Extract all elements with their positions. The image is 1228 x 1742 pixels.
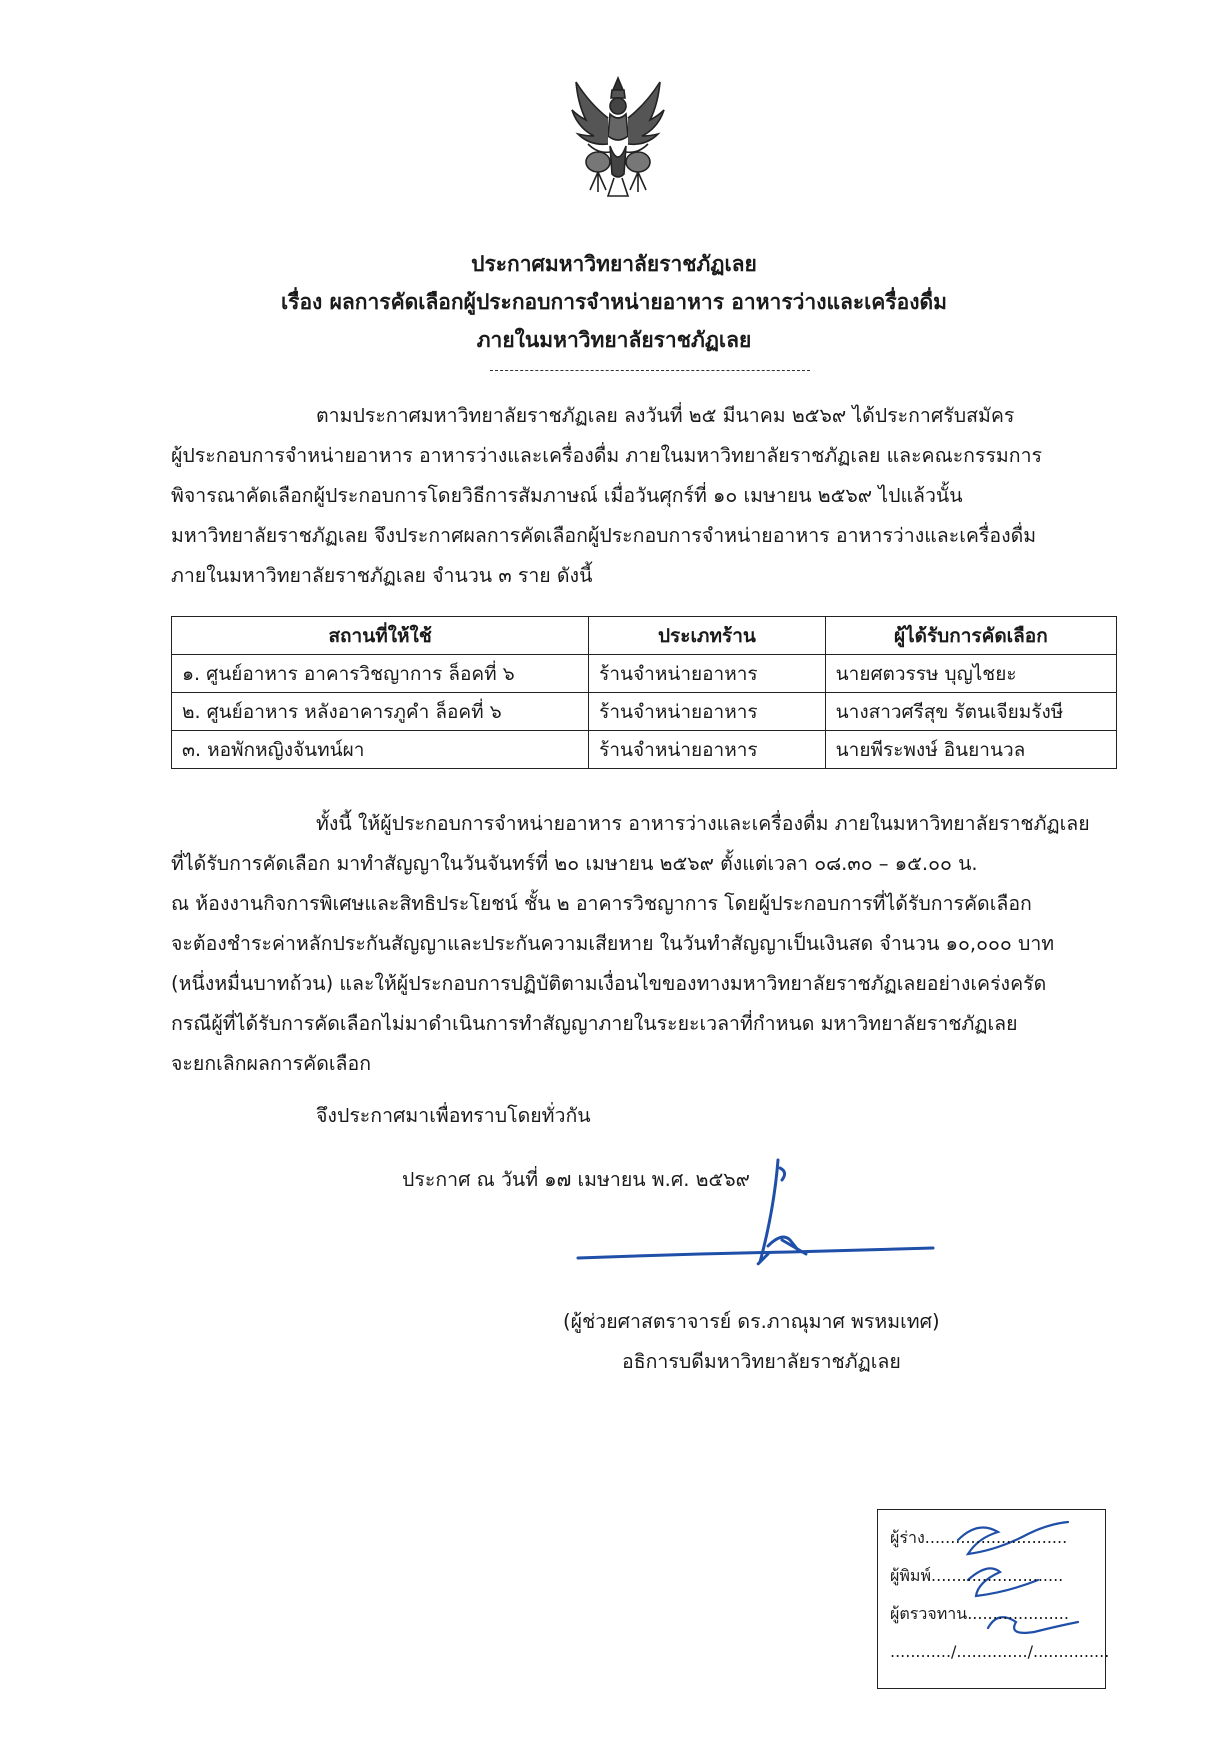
header-divider xyxy=(490,370,810,371)
selected-person-cell: นางสาวศรีสุข รัตนเจียมรังษี xyxy=(825,693,1116,731)
typist-label: ผู้พิมพ์ xyxy=(890,1566,932,1585)
terms-line: กรณีผู้ที่ได้รับการคัดเลือกไม่มาดำเนินการทำสัญญาภายในระยะเวลาที่กำหนด มหาวิทยาลัยราชภัฏเลย xyxy=(171,1012,1018,1035)
typist-dots: .......................... xyxy=(931,1566,1064,1585)
terms-line: ทั้งนี้ ให้ผู้ประกอบการจำหน่ายอาหาร อาหารว่างและเครื่องดื่ม ภายในมหาวิทยาลัยราชภัฏเลย xyxy=(316,812,1090,835)
location-cell: ๑. ศูนย์อาหาร อาคารวิชญาการ ล็อคที่ ๖ xyxy=(172,655,589,693)
signer-title: อธิการบดีมหาวิทยาลัยราชภัฏเลย xyxy=(622,1350,901,1373)
selected-person-cell: นายศตวรรษ บุญไชยะ xyxy=(825,655,1116,693)
checker-label: ผู้ตรวจทาน xyxy=(890,1604,968,1623)
drafter-dots: ............................ xyxy=(924,1528,1068,1547)
column-header-shop-type: ประเภทร้าน xyxy=(589,617,826,655)
shop-type-cell: ร้านจำหน่ายอาหาร xyxy=(589,655,826,693)
intro-line: ภายในมหาวิทยาลัยราชภัฏเลย จำนวน ๓ ราย ดังนี้ xyxy=(171,564,593,587)
drafter-label: ผู้ร่าง xyxy=(890,1528,925,1547)
shop-type-cell: ร้านจำหน่ายอาหาร xyxy=(589,693,826,731)
intro-line: ตามประกาศมหาวิทยาลัยราชภัฏเลย ลงวันที่ ๒๕ มีนาคม ๒๕๖๙ ได้ประกาศรับสมัคร xyxy=(316,404,1015,427)
location-cell: ๒. ศูนย์อาหาร หลังอาคารภูคำ ล็อคที่ ๖ xyxy=(172,693,589,731)
terms-line: จะต้องชำระค่าหลักประกันสัญญาและประกันความเสียหาย ในวันทำสัญญาเป็นเงินสด จำนวน ๑๐,๐๐๐ บาท xyxy=(171,932,1055,955)
intro-line: มหาวิทยาลัยราชภัฏเลย จึงประกาศผลการคัดเลือกผู้ประกอบการจำหน่ายอาหาร อาหารว่างและเครื่องดื่ม xyxy=(171,524,1037,547)
checker-line xyxy=(890,1602,1069,1627)
announcement-title: ประกาศมหาวิทยาลัยราชภัฏเลย xyxy=(471,252,757,276)
selection-results-table xyxy=(171,616,1117,769)
selected-person-cell: นายพีระพงษ์ อินยานวล xyxy=(825,731,1116,769)
signature-icon xyxy=(568,1150,938,1270)
column-header-selected-person: ผู้ได้รับการคัดเลือก xyxy=(825,617,1116,655)
garuda-emblem-icon xyxy=(568,74,668,198)
table-row xyxy=(172,731,1117,769)
review-box xyxy=(877,1509,1110,1689)
review-date-line: ............/............../............... xyxy=(890,1642,1110,1661)
announcement-date: ประกาศ ณ วันที่ ๑๗ เมษายน พ.ศ. ๒๕๖๙ xyxy=(402,1168,750,1191)
closing-statement: จึงประกาศมาเพื่อทราบโดยทั่วกัน xyxy=(316,1104,591,1127)
table-header-row xyxy=(172,617,1117,655)
intro-line: ผู้ประกอบการจำหน่ายอาหาร อาหารว่างและเครื่องดื่ม ภายในมหาวิทยาลัยราชภัฏเลย และคณะกรรมการ xyxy=(171,444,1043,467)
terms-line: จะยกเลิกผลการคัดเลือก xyxy=(171,1052,371,1075)
drafter-line xyxy=(890,1526,1067,1551)
typist-line xyxy=(890,1564,1063,1589)
shop-type-cell: ร้านจำหน่ายอาหาร xyxy=(589,731,826,769)
column-header-location: สถานที่ให้ใช้ xyxy=(172,617,589,655)
announcement-subject-cont: ภายในมหาวิทยาลัยราชภัฏเลย xyxy=(476,328,752,352)
table-row xyxy=(172,693,1117,731)
checker-dots: .................... xyxy=(967,1604,1069,1623)
terms-line: ที่ได้รับการคัดเลือก มาทำสัญญาในวันจันทร์ที่ ๒๐ เมษายน ๒๕๖๙ ตั้งแต่เวลา ๐๘.๓๐ – ๑๕.๐๐ น. xyxy=(171,852,978,875)
terms-line: (หนึ่งหมื่นบาทถ้วน) และให้ผู้ประกอบการปฏิบัติตามเงื่อนไขของทางมหาวิทยาลัยราชภัฏเลยอย่างเคร่งครัด xyxy=(171,972,1047,995)
intro-line: พิจารณาคัดเลือกผู้ประกอบการโดยวิธีการสัมภาษณ์ เมื่อวันศุกร์ที่ ๑๐ เมษายน ๒๕๖๙ ไปแล้วนั้น xyxy=(171,484,963,507)
location-cell: ๓. หอพักหญิงจันทน์ผา xyxy=(172,731,589,769)
announcement-subject: เรื่อง ผลการคัดเลือกผู้ประกอบการจำหน่ายอาหาร อาหารว่างและเครื่องดื่ม xyxy=(280,290,947,314)
signer-name: (ผู้ช่วยศาสตราจารย์ ดร.ภาณุมาศ พรหมเทศ) xyxy=(563,1310,940,1333)
terms-line: ณ ห้องงานกิจการพิเศษและสิทธิประโยชน์ ชั้น ๒ อาคารวิชญาการ โดยผู้ประกอบการที่ได้รับการคัดเลือก xyxy=(171,892,1032,915)
table-row xyxy=(172,655,1117,693)
